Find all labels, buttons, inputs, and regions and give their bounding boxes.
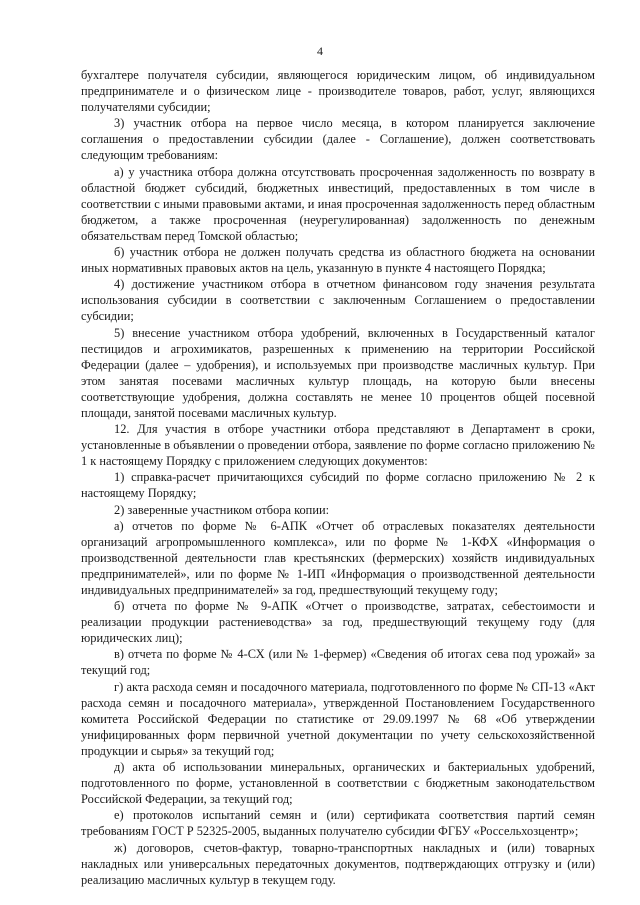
paragraph: 3) участник отбора на первое число месяца, в котором планируется заключение соглашения о предоставлении субсидии (далее - Соглашение), должен соответствовать следующим требованиям: <box>81 116 595 163</box>
paragraph: 12. Для участия в отборе участники отбора представляют в Департамент в сроки, установленные в объявлении о проведении отбора, заявление по форме согласно приложению № 1 к настоящему Порядку с приложением следующих документов: <box>81 422 595 469</box>
document-body <box>81 67 595 888</box>
paragraph: б) отчета по форме № 9-АПК «Отчет о производстве, затратах, себестоимости и реализации продукции растениеводства» за год, предшествующий текущему году (для юридических лиц); <box>81 599 595 646</box>
paragraph: 5) внесение участником отбора удобрений, включенных в Государственный каталог пестицидов и агрохимикатов, разрешенных к применению на территории Российской Федерации (далее – удобрения), и используемых при производстве масличных культур. При этом занятая посевами масличных культур площадь, на которую были внесены соответствующие удобрения, должна составлять не менее 10 процентов общей посевной площади, занятой посевами масличных культур. <box>81 325 595 420</box>
paragraph: бухгалтере получателя субсидии, являющегося юридическим лицом, об индивидуальном предпринимателе и о физическом лице - производителе товаров, работ, услуг, являющихся получателями субсидии; <box>81 68 595 115</box>
paragraph: б) участник отбора не должен получать средства из областного бюджета на основании иных нормативных правовых актов на цель, указанную в пункте 4 настоящего Порядка; <box>81 245 595 276</box>
paragraph: а) у участника отбора должна отсутствовать просроченная задолженность по возврату в областной бюджет субсидий, бюджетных инвестиций, предоставленных в том числе в соответствии с иными правовыми актами, и иная просроченная задолженность перед областным бюджетом, а также просроченная (неурегулированная) задолженность по денежным обязательствам перед Томской областью; <box>81 164 595 243</box>
paragraph: а) отчетов по форме № 6-АПК «Отчет об отраслевых показателях деятельности организаций агропромышленного комплекса», или по форме № 1-КФХ «Информация о производственной деятельности глав крестьянских (фермерских) хозяйств индивидуальных предпринимателей», или по форме № 1-ИП «Информация о производственной деятельности индивидуальных предпринимателей» за год, предшествующий текущему году; <box>81 518 595 597</box>
paragraph: ж) договоров, счетов-фактур, товарно-транспортных накладных и (или) товарных накладных или универсальных передаточных документов, подтверждающих отгрузку и (или) реализацию масличных культур в текущем году. <box>81 840 595 887</box>
paragraph: г) акта расхода семян и посадочного материала, подготовленного по форме № СП-13 «Акт расхода семян и посадочного материала», утвержденной Постановлением Государственного комитета Российской Федерации по статистике от 29.09.1997 № 68 «Об утверждении унифицированных форм первичной учетной документации по учету сельскохозяйственной продукции и сырья» за текущий год; <box>81 679 595 758</box>
paragraph: в) отчета по форме № 4-СХ (или № 1-фермер) «Сведения об итогах сева под урожай» за текущий год; <box>81 647 595 678</box>
paragraph: е) протоколов испытаний семян и (или) сертификата соответствия партий семян требованиям ГОСТ Р 52325-2005, выданных получателю субсидии ФГБУ «Россельхозцентр»; <box>81 808 595 839</box>
paragraph: 2) заверенные участником отбора копии: <box>114 502 330 517</box>
page-number: 4 <box>317 44 323 58</box>
paragraph: 4) достижение участником отбора в отчетном финансовом году значения результата использования субсидии в соответствии с заключенным Соглашением о предоставлении субсидии; <box>81 277 595 324</box>
paragraph: 1) справка-расчет причитающихся субсидий по форме согласно приложению № 2 к настоящему Порядку; <box>81 470 595 501</box>
paragraph: д) акта об использовании минеральных, органических и бактериальных удобрений, подготовленного по форме, установленной в соответствии с бюджетным законодательством Российской Федерации, за текущий год; <box>81 760 595 807</box>
